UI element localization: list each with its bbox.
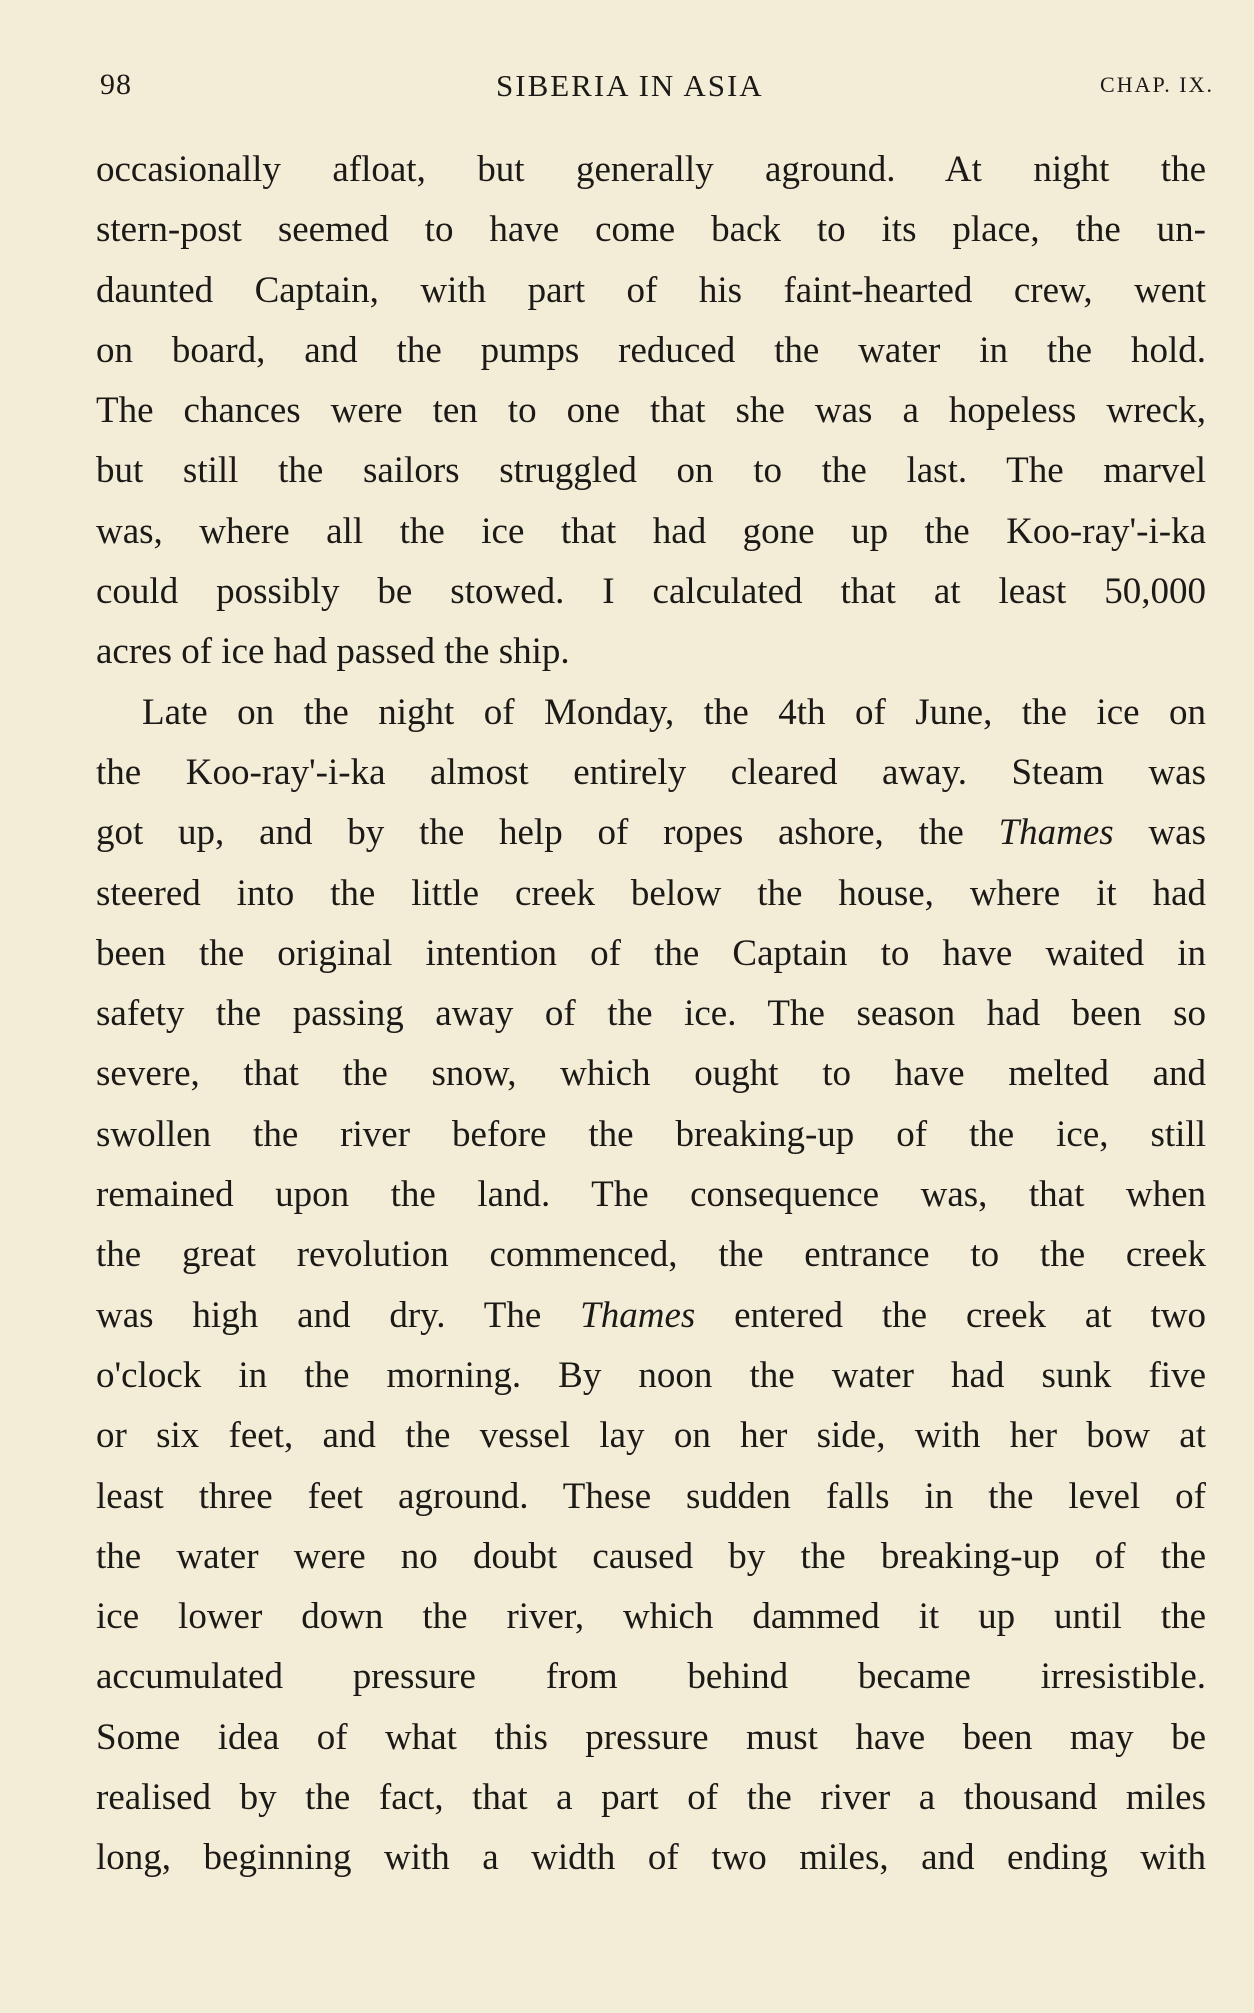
text-line: safety the passing away of the ice. The season had been so [96,993,1206,1035]
text-line: could possibly be stowed. I calculated that at least 50,000 [96,571,1206,613]
ship-name: Thames [998,812,1114,854]
text-segment: entered the creek at two [695,1294,1206,1336]
text-line: Late on the night of Monday, the 4th of June, the ice on [142,691,1206,733]
text-line: The chances were ten to one that she was a hopeless wreck, [96,390,1206,432]
text-line: swollen the river before the breaking-up of the ice, still [96,1113,1206,1155]
text-line: the great revolution commenced, the entrance to the creek [96,1234,1206,1276]
text-line: was, where all the ice that had gone up the Koo-ray'-i-ka [96,510,1206,552]
text-segment: was high and dry. The [96,1294,581,1336]
text-line: daunted Captain, with part of his faint-hearted crew, went [96,269,1206,311]
text-line: the Koo-ray'-i-ka almost entirely cleared away. Steam was [96,751,1206,793]
text-line: long, beginning with a width of two miles, and ending with [96,1837,1206,1879]
text-line: Some idea of what this pressure must have been may be [96,1716,1206,1758]
ship-name: Thames [580,1294,696,1336]
text-line: acres of ice had passed the ship. [96,631,570,673]
text-line: remained upon the land. The consequence was, that when [96,1174,1206,1216]
text-line: stern-post seemed to have come back to its place, the un- [96,209,1206,251]
text-line: on board, and the pumps reduced the water in the hold. [96,329,1206,371]
text-line: or six feet, and the vessel lay on her side, with her bow at [96,1415,1206,1457]
text-line [96,803,1206,863]
running-head [100,68,1214,108]
text-line: ice lower down the river, which dammed it up until the [96,1596,1206,1638]
text-line: occasionally afloat, but generally aground. At night the [96,149,1206,190]
text-line: realised by the fact, that a part of the river a thousand miles [96,1777,1206,1819]
text-line: but still the sailors struggled on to the last. The marvel [96,450,1206,492]
page-number: 98 [100,68,132,101]
text-line: severe, that the snow, which ought to have melted and [96,1053,1206,1095]
text-line: the water were no doubt caused by the breaking-up of the [96,1535,1206,1577]
text-line: accumulated pressure from behind became irresistible. [96,1656,1206,1698]
text-line [96,1286,1206,1346]
text-line: been the original intention of the Captain to have waited in [96,932,1206,974]
chapter-label: CHAP. IX. [1100,72,1214,97]
body-text [96,140,1206,1889]
text-line: o'clock in the morning. By noon the water had sunk five [96,1354,1206,1396]
running-title: SIBERIA IN ASIA [496,68,764,103]
text-segment: got up, and by the help of ropes ashore, the [96,812,999,854]
text-segment: was [1113,812,1207,854]
text-line: least three feet aground. These sudden falls in the level of [96,1475,1206,1517]
text-line: steered into the little creek below the house, where it had [96,872,1206,914]
